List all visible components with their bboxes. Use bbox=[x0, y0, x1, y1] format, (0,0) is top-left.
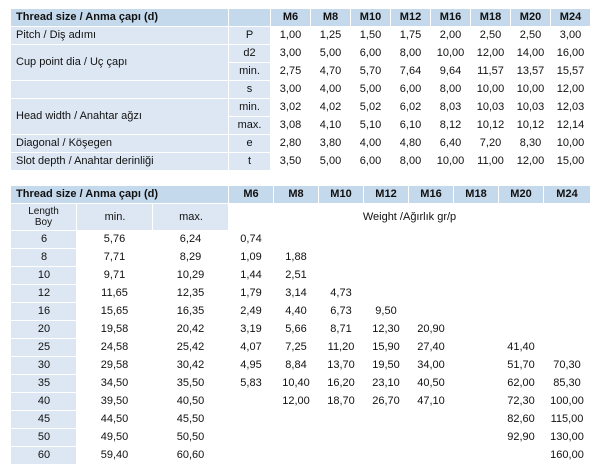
cell-value: 7,20 bbox=[471, 135, 511, 153]
weight-value: 3,19 bbox=[229, 321, 274, 339]
weight-value: 5,83 bbox=[229, 375, 274, 393]
cell-value: 8,00 bbox=[431, 81, 471, 99]
min-value: 11,65 bbox=[77, 285, 153, 303]
weight-value bbox=[409, 447, 454, 465]
weight-value: 82,60 bbox=[499, 411, 544, 429]
cell-value: 1,00 bbox=[271, 27, 311, 45]
weight-value bbox=[409, 231, 454, 249]
cell-value: 9,64 bbox=[431, 63, 471, 81]
size-header-m12: M12 bbox=[364, 186, 409, 204]
weight-value bbox=[364, 285, 409, 303]
cell-value: 5,00 bbox=[311, 45, 351, 63]
weight-value: 16,20 bbox=[319, 375, 364, 393]
max-header: max. bbox=[153, 204, 229, 231]
weight-value bbox=[454, 339, 499, 357]
weight-value bbox=[229, 429, 274, 447]
weight-value bbox=[544, 285, 591, 303]
size-header-m16: M16 bbox=[409, 186, 454, 204]
table-row bbox=[11, 99, 591, 117]
min-value: 15,65 bbox=[77, 303, 153, 321]
max-value: 20,42 bbox=[153, 321, 229, 339]
weight-value: 34,00 bbox=[409, 357, 454, 375]
min-value: 7,71 bbox=[77, 249, 153, 267]
table-row bbox=[11, 267, 591, 285]
cell-value: 5,00 bbox=[351, 81, 391, 99]
length-header-en: Length bbox=[28, 206, 59, 217]
weight-value bbox=[499, 231, 544, 249]
size-header-m8: M8 bbox=[274, 186, 319, 204]
cell-value: 14,00 bbox=[511, 45, 551, 63]
table-row bbox=[11, 375, 591, 393]
weights-table bbox=[10, 185, 591, 465]
weight-value bbox=[319, 429, 364, 447]
size-header-m18: M18 bbox=[471, 9, 511, 27]
weight-value bbox=[274, 429, 319, 447]
size-header-m8: M8 bbox=[311, 9, 351, 27]
weight-value: 8,84 bbox=[274, 357, 319, 375]
table-row bbox=[11, 153, 591, 171]
weight-value: 12,00 bbox=[274, 393, 319, 411]
table-row bbox=[11, 285, 591, 303]
cell-value: 6,02 bbox=[391, 99, 431, 117]
min-value: 59,40 bbox=[77, 447, 153, 465]
weight-value bbox=[454, 393, 499, 411]
weight-value: 1,79 bbox=[229, 285, 274, 303]
min-value: 9,71 bbox=[77, 267, 153, 285]
weight-value: 23,10 bbox=[364, 375, 409, 393]
row-label-slot-depth: Slot depth / Anahtar derinliği bbox=[11, 153, 229, 171]
weight-value: 9,50 bbox=[364, 303, 409, 321]
row-symbol-min: min. bbox=[229, 63, 271, 81]
weight-value: 8,71 bbox=[319, 321, 364, 339]
cell-value: 5,70 bbox=[351, 63, 391, 81]
min-header: min. bbox=[77, 204, 153, 231]
weight-value: 0,74 bbox=[229, 231, 274, 249]
row-symbol-pitch: P bbox=[229, 27, 271, 45]
weight-value: 4,73 bbox=[319, 285, 364, 303]
cell-value: 2,75 bbox=[271, 63, 311, 81]
weight-value bbox=[454, 249, 499, 267]
cell-value: 4,80 bbox=[391, 135, 431, 153]
length-value: 25 bbox=[11, 339, 77, 357]
cell-value: 5,10 bbox=[351, 117, 391, 135]
length-value: 40 bbox=[11, 393, 77, 411]
weight-value: 6,73 bbox=[319, 303, 364, 321]
size-header-m12: M12 bbox=[391, 9, 431, 27]
weight-value: 130,00 bbox=[544, 429, 591, 447]
weight-value: 40,50 bbox=[409, 375, 454, 393]
dimensions-table bbox=[10, 8, 591, 171]
table-row bbox=[11, 447, 591, 465]
weight-value: 160,00 bbox=[544, 447, 591, 465]
cell-value: 8,00 bbox=[391, 153, 431, 171]
max-value: 45,50 bbox=[153, 411, 229, 429]
length-value: 12 bbox=[11, 285, 77, 303]
cell-value: 10,12 bbox=[511, 117, 551, 135]
weight-value: 5,66 bbox=[274, 321, 319, 339]
thread-size-header: Thread size / Anma çapı (d) bbox=[11, 186, 229, 204]
size-header-m6: M6 bbox=[271, 9, 311, 27]
weight-value: 3,14 bbox=[274, 285, 319, 303]
length-header-tr: Boy bbox=[34, 217, 53, 228]
row-symbol-min: min. bbox=[229, 99, 271, 117]
weight-value bbox=[319, 231, 364, 249]
row-symbol-max: max. bbox=[229, 117, 271, 135]
table-row bbox=[11, 135, 591, 153]
weight-value bbox=[229, 447, 274, 465]
max-value: 25,42 bbox=[153, 339, 229, 357]
cell-value: 10,00 bbox=[551, 135, 591, 153]
weight-value bbox=[364, 429, 409, 447]
cell-value: 15,57 bbox=[551, 63, 591, 81]
cell-value: 4,02 bbox=[311, 99, 351, 117]
weight-value bbox=[499, 267, 544, 285]
weight-value: 20,90 bbox=[409, 321, 454, 339]
cell-value: 15,00 bbox=[551, 153, 591, 171]
cell-value: 16,00 bbox=[551, 45, 591, 63]
cell-value: 13,57 bbox=[511, 63, 551, 81]
symbol-header bbox=[229, 9, 271, 27]
cell-value: 5,00 bbox=[311, 153, 351, 171]
weight-value bbox=[499, 303, 544, 321]
table-row bbox=[11, 393, 591, 411]
length-value: 30 bbox=[11, 357, 77, 375]
weight-value bbox=[229, 393, 274, 411]
weight-header: Weight /Ağırlık gr/p bbox=[229, 204, 591, 231]
table-row bbox=[11, 321, 591, 339]
weight-value: 4,95 bbox=[229, 357, 274, 375]
cell-value: 2,50 bbox=[471, 27, 511, 45]
cell-value: 4,00 bbox=[311, 81, 351, 99]
row-symbol-e: e bbox=[229, 135, 271, 153]
max-value: 10,29 bbox=[153, 267, 229, 285]
table-row-header bbox=[11, 9, 591, 27]
cell-value: 3,80 bbox=[311, 135, 351, 153]
table-row bbox=[11, 249, 591, 267]
cell-value: 6,40 bbox=[431, 135, 471, 153]
table-row bbox=[11, 339, 591, 357]
weight-value: 51,70 bbox=[499, 357, 544, 375]
max-value: 12,35 bbox=[153, 285, 229, 303]
table-row bbox=[11, 27, 591, 45]
weight-value bbox=[544, 267, 591, 285]
weight-value: 115,00 bbox=[544, 411, 591, 429]
weight-value: 47,10 bbox=[409, 393, 454, 411]
weight-value: 41,40 bbox=[499, 339, 544, 357]
length-header bbox=[11, 204, 77, 231]
length-value: 35 bbox=[11, 375, 77, 393]
cell-value: 10,03 bbox=[511, 99, 551, 117]
weight-value: 18,70 bbox=[319, 393, 364, 411]
weight-value: 11,20 bbox=[319, 339, 364, 357]
cell-value: 4,10 bbox=[311, 117, 351, 135]
min-value: 24,58 bbox=[77, 339, 153, 357]
cell-value: 4,00 bbox=[351, 135, 391, 153]
cell-value: 10,03 bbox=[471, 99, 511, 117]
weight-value bbox=[409, 429, 454, 447]
row-symbol-s: s bbox=[229, 81, 271, 99]
cell-value: 10,00 bbox=[511, 81, 551, 99]
cell-value: 6,10 bbox=[391, 117, 431, 135]
table-row bbox=[11, 231, 591, 249]
dimensions-table-body bbox=[11, 9, 591, 171]
row-symbol-t: t bbox=[229, 153, 271, 171]
table-row bbox=[11, 411, 591, 429]
cell-value: 3,08 bbox=[271, 117, 311, 135]
cell-value: 12,03 bbox=[551, 99, 591, 117]
table-row bbox=[11, 357, 591, 375]
weight-value: 12,30 bbox=[364, 321, 409, 339]
max-value: 50,50 bbox=[153, 429, 229, 447]
cell-value: 8,00 bbox=[391, 45, 431, 63]
min-value: 39,50 bbox=[77, 393, 153, 411]
weight-value bbox=[544, 249, 591, 267]
cell-value: 12,00 bbox=[511, 153, 551, 171]
weight-value bbox=[409, 267, 454, 285]
weight-value bbox=[409, 249, 454, 267]
weight-value bbox=[364, 447, 409, 465]
cell-value: 11,00 bbox=[471, 153, 511, 171]
cell-value: 3,50 bbox=[271, 153, 311, 171]
cell-value: 10,12 bbox=[471, 117, 511, 135]
cell-value: 1,50 bbox=[351, 27, 391, 45]
weight-value: 10,40 bbox=[274, 375, 319, 393]
max-value: 16,35 bbox=[153, 303, 229, 321]
row-label-cup-point-dia: Cup point dia / Uç çapı bbox=[11, 45, 229, 81]
table-row bbox=[11, 429, 591, 447]
min-value: 29,58 bbox=[77, 357, 153, 375]
size-header-m20: M20 bbox=[499, 186, 544, 204]
weight-value bbox=[319, 447, 364, 465]
max-value: 40,50 bbox=[153, 393, 229, 411]
weight-value: 1,88 bbox=[274, 249, 319, 267]
weight-value bbox=[499, 285, 544, 303]
min-value: 44,50 bbox=[77, 411, 153, 429]
min-value: 34,50 bbox=[77, 375, 153, 393]
row-symbol-d2: d2 bbox=[229, 45, 271, 63]
weight-value bbox=[364, 249, 409, 267]
cell-value: 4,70 bbox=[311, 63, 351, 81]
row-label-empty bbox=[11, 81, 229, 99]
weight-value bbox=[454, 429, 499, 447]
cell-value: 8,12 bbox=[431, 117, 471, 135]
weight-value bbox=[409, 303, 454, 321]
weight-value: 4,40 bbox=[274, 303, 319, 321]
length-value: 10 bbox=[11, 267, 77, 285]
thread-size-header: Thread size / Anma çapı (d) bbox=[11, 9, 229, 27]
row-label-head-width: Head width / Anahtar ağzı bbox=[11, 99, 229, 135]
weight-value bbox=[454, 321, 499, 339]
cell-value: 12,00 bbox=[471, 45, 511, 63]
size-header-m18: M18 bbox=[454, 186, 499, 204]
cell-value: 10,00 bbox=[431, 45, 471, 63]
cell-value: 12,14 bbox=[551, 117, 591, 135]
weight-value bbox=[319, 411, 364, 429]
cell-value: 2,50 bbox=[511, 27, 551, 45]
weights-table-body bbox=[11, 186, 591, 465]
cell-value: 8,30 bbox=[511, 135, 551, 153]
row-label-pitch: Pitch / Diş adımı bbox=[11, 27, 229, 45]
min-value: 49,50 bbox=[77, 429, 153, 447]
weight-value: 1,09 bbox=[229, 249, 274, 267]
weight-value bbox=[274, 231, 319, 249]
max-value: 35,50 bbox=[153, 375, 229, 393]
length-value: 8 bbox=[11, 249, 77, 267]
size-header-m20: M20 bbox=[511, 9, 551, 27]
weight-value bbox=[499, 447, 544, 465]
weight-value: 26,70 bbox=[364, 393, 409, 411]
weight-value: 19,50 bbox=[364, 357, 409, 375]
cell-value: 11,57 bbox=[471, 63, 511, 81]
max-value: 30,42 bbox=[153, 357, 229, 375]
weight-value: 85,30 bbox=[544, 375, 591, 393]
cell-value: 7,64 bbox=[391, 63, 431, 81]
size-header-m16: M16 bbox=[431, 9, 471, 27]
weight-value: 1,44 bbox=[229, 267, 274, 285]
max-value: 6,24 bbox=[153, 231, 229, 249]
cell-value: 3,02 bbox=[271, 99, 311, 117]
weight-value bbox=[274, 411, 319, 429]
weight-value bbox=[454, 285, 499, 303]
weight-value bbox=[319, 249, 364, 267]
weight-value bbox=[319, 267, 364, 285]
weight-value bbox=[454, 447, 499, 465]
weight-value: 15,90 bbox=[364, 339, 409, 357]
weight-value: 92,90 bbox=[499, 429, 544, 447]
size-header-m6: M6 bbox=[229, 186, 274, 204]
cell-value: 10,00 bbox=[471, 81, 511, 99]
weight-value bbox=[544, 231, 591, 249]
weight-value bbox=[544, 303, 591, 321]
weight-value: 2,51 bbox=[274, 267, 319, 285]
weight-value bbox=[544, 321, 591, 339]
size-header-m24: M24 bbox=[544, 186, 591, 204]
cell-value: 5,02 bbox=[351, 99, 391, 117]
cell-value: 2,00 bbox=[431, 27, 471, 45]
weight-value bbox=[229, 411, 274, 429]
size-header-m24: M24 bbox=[551, 9, 591, 27]
weight-value bbox=[544, 339, 591, 357]
weight-value bbox=[454, 411, 499, 429]
weight-value bbox=[274, 447, 319, 465]
table-row bbox=[11, 303, 591, 321]
weight-value bbox=[454, 267, 499, 285]
table-row bbox=[11, 45, 591, 63]
weight-value bbox=[454, 231, 499, 249]
weight-value bbox=[454, 303, 499, 321]
cell-value: 6,00 bbox=[351, 45, 391, 63]
weight-value: 100,00 bbox=[544, 393, 591, 411]
cell-value: 3,00 bbox=[271, 45, 311, 63]
min-value: 5,76 bbox=[77, 231, 153, 249]
cell-value: 6,00 bbox=[351, 153, 391, 171]
weight-value: 7,25 bbox=[274, 339, 319, 357]
weight-value: 72,30 bbox=[499, 393, 544, 411]
cell-value: 6,00 bbox=[391, 81, 431, 99]
length-value: 16 bbox=[11, 303, 77, 321]
table-row-subheader bbox=[11, 204, 591, 231]
weight-value bbox=[499, 321, 544, 339]
weight-value bbox=[499, 249, 544, 267]
max-value: 8,29 bbox=[153, 249, 229, 267]
max-value: 60,60 bbox=[153, 447, 229, 465]
weight-value bbox=[364, 411, 409, 429]
weight-value: 27,40 bbox=[409, 339, 454, 357]
row-label-diagonal: Diagonal / Köşegen bbox=[11, 135, 229, 153]
length-value: 45 bbox=[11, 411, 77, 429]
weight-value bbox=[409, 411, 454, 429]
cell-value: 1,25 bbox=[311, 27, 351, 45]
table-row bbox=[11, 81, 591, 99]
cell-value: 2,80 bbox=[271, 135, 311, 153]
cell-value: 1,75 bbox=[391, 27, 431, 45]
cell-value: 10,00 bbox=[431, 153, 471, 171]
weight-value bbox=[364, 267, 409, 285]
length-value: 50 bbox=[11, 429, 77, 447]
cell-value: 12,00 bbox=[551, 81, 591, 99]
table-row-header bbox=[11, 186, 591, 204]
size-header-m10: M10 bbox=[351, 9, 391, 27]
length-value: 60 bbox=[11, 447, 77, 465]
weight-value bbox=[454, 375, 499, 393]
weight-value bbox=[409, 285, 454, 303]
min-value: 19,58 bbox=[77, 321, 153, 339]
weight-value: 70,30 bbox=[544, 357, 591, 375]
weight-value: 2,49 bbox=[229, 303, 274, 321]
cell-value: 3,00 bbox=[271, 81, 311, 99]
weight-value: 4,07 bbox=[229, 339, 274, 357]
length-value: 6 bbox=[11, 231, 77, 249]
weight-value bbox=[454, 357, 499, 375]
cell-value: 8,03 bbox=[431, 99, 471, 117]
weight-value bbox=[364, 231, 409, 249]
length-value: 20 bbox=[11, 321, 77, 339]
size-header-m10: M10 bbox=[319, 186, 364, 204]
weight-value: 13,70 bbox=[319, 357, 364, 375]
weight-value: 62,00 bbox=[499, 375, 544, 393]
cell-value: 3,00 bbox=[551, 27, 591, 45]
